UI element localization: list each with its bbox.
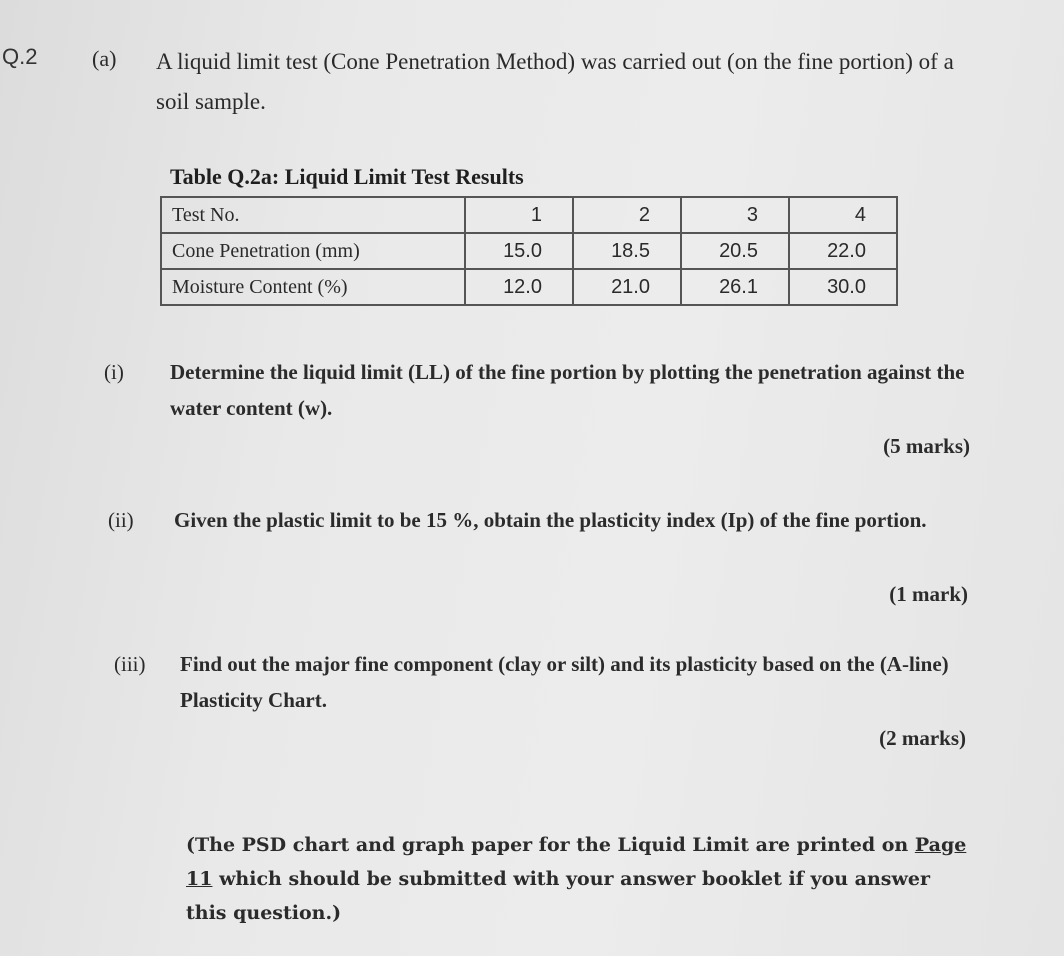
note-text: (The PSD chart and graph paper for the Liquid Limit are printed on bbox=[186, 834, 915, 856]
subquestion-label: (iii) bbox=[114, 652, 146, 676]
subquestion-marks: (1 mark) bbox=[889, 582, 968, 606]
table-cell: 4 bbox=[789, 197, 897, 233]
question-number: Q.2 bbox=[2, 44, 38, 69]
part-a-label: (a) bbox=[92, 46, 117, 71]
subquestion-marks: (2 marks) bbox=[879, 726, 966, 750]
table-cell: 12.0 bbox=[465, 269, 573, 305]
subquestion-label: (ii) bbox=[108, 508, 134, 532]
table-cell: 30.0 bbox=[789, 269, 897, 305]
subquestion-marks: (5 marks) bbox=[883, 434, 970, 458]
table-cell: 2 bbox=[573, 197, 681, 233]
row-label: Moisture Content (%) bbox=[161, 269, 465, 305]
question-intro: A liquid limit test (Cone Penetration Method) was carried out (on the fine portion) of a soil sample. bbox=[156, 49, 954, 114]
table-cell: 18.5 bbox=[573, 233, 681, 269]
submission-note bbox=[186, 828, 976, 930]
results-table bbox=[160, 196, 898, 306]
note-text: which should be submitted with your answer booklet if you answer this question.) bbox=[186, 868, 930, 924]
subquestion-text: Find out the major fine component (clay or silt) and its plasticity based on the (A-line) Plasticity Chart. bbox=[180, 652, 949, 712]
subquestion-label: (i) bbox=[104, 360, 124, 384]
table-cell: 15.0 bbox=[465, 233, 573, 269]
row-label: Cone Penetration (mm) bbox=[161, 233, 465, 269]
subquestion-text: Determine the liquid limit (LL) of the fine portion by plotting the penetration against the water content (w). bbox=[170, 360, 965, 420]
table-cell: 21.0 bbox=[573, 269, 681, 305]
table-cell: 3 bbox=[681, 197, 789, 233]
table-row bbox=[161, 233, 897, 269]
table-cell: 26.1 bbox=[681, 269, 789, 305]
page-reference: Page 11 bbox=[186, 834, 967, 890]
table-cell: 20.5 bbox=[681, 233, 789, 269]
table-cell: 22.0 bbox=[789, 233, 897, 269]
table-row bbox=[161, 269, 897, 305]
table-row bbox=[161, 197, 897, 233]
subquestion-text: Given the plastic limit to be 15 %, obtain the plasticity index (Ip) of the fine portion. bbox=[174, 508, 927, 532]
row-label: Test No. bbox=[161, 197, 465, 233]
table-title: Table Q.2a: Liquid Limit Test Results bbox=[170, 164, 524, 189]
table-cell: 1 bbox=[465, 197, 573, 233]
